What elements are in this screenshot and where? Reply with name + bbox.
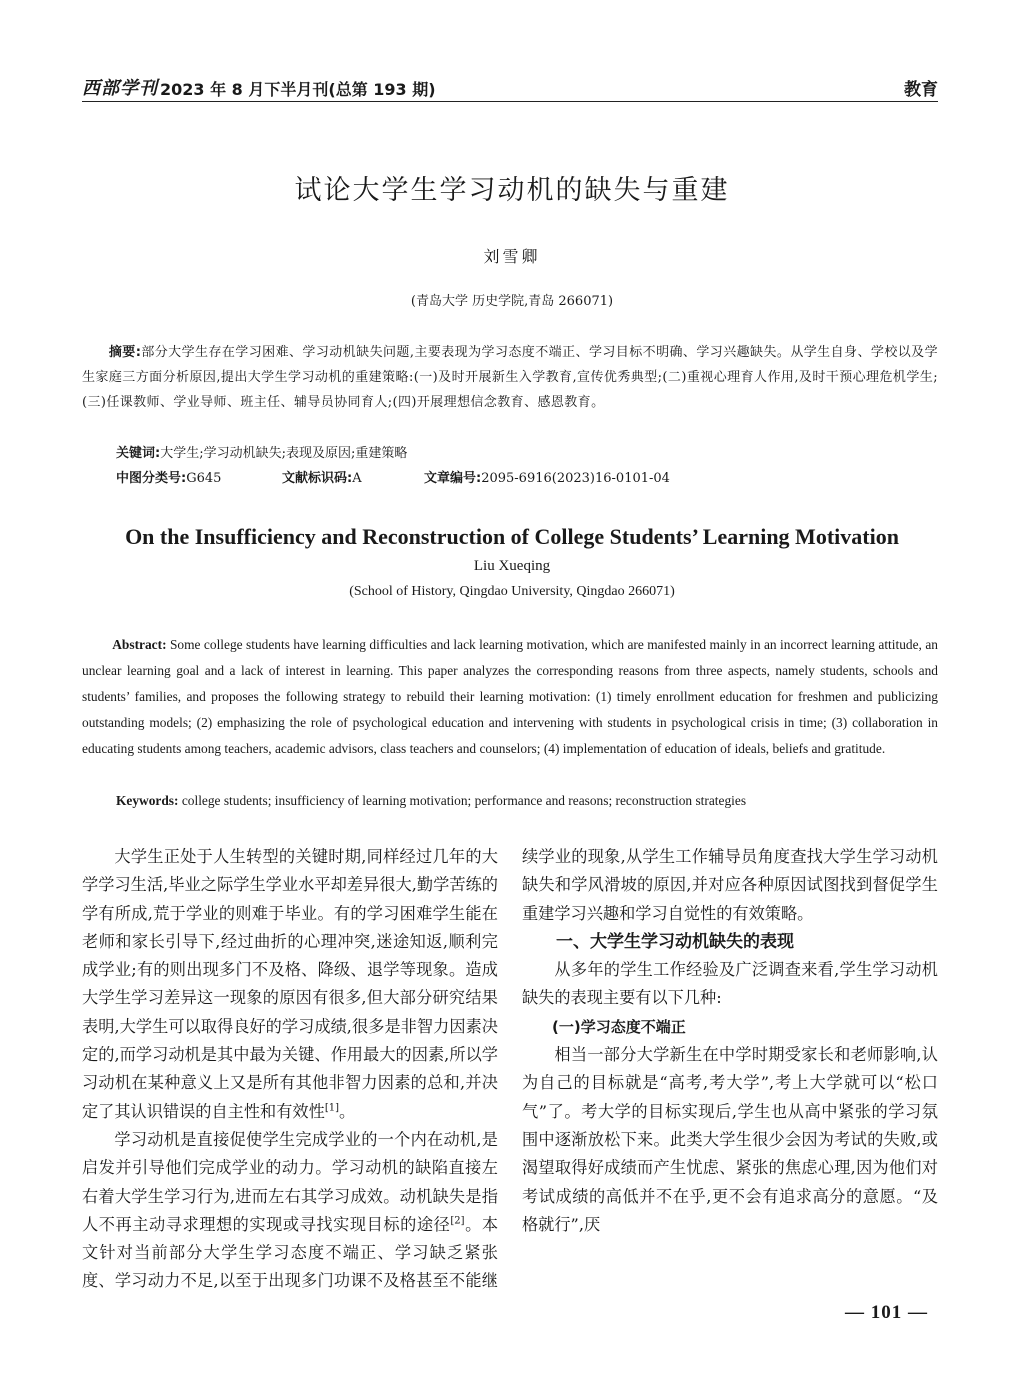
article-body: [82, 843, 938, 1298]
section-heading: 一、大学生学习动机缺失的表现: [556, 931, 794, 952]
title-cn: 试论大学生学习动机的缺失与重建: [294, 175, 730, 206]
citation-ref: [2]: [450, 1215, 465, 1227]
body-paragraph: [82, 843, 498, 1126]
title-en: On the Insufficiency and Reconstruction of College Students’ Learning Motivation: [125, 524, 899, 549]
header-rule: [82, 101, 938, 102]
body-text: 。: [338, 1101, 356, 1121]
body-text: 学习动机是直接促使学生完成学业的一个内在动机,是启发并引导他们完成学业的动力。学习动机的缺陷直接左右着大学生学习行为,进而左右其学习成效。动机缺失是指人不再主动寻求理想的实现或寻找实现目标的途径: [82, 1129, 498, 1234]
body-text: 。本文针对当前部分大学生学习态度不端正、学习缺乏紧张度、学习动力不足,以至于出现多门功课不及格甚至不能继续学业的现象,从学生工作辅导员角度查找大学生学习动机缺失和学风滑坡的原因,并对应各种原因试图找到督促学生重建学习兴趣和学习自觉性的有效策略。: [82, 847, 938, 1291]
body-paragraph: 从多年的学生工作经验及广泛调查来看,学生学习动机缺失的表现主要有以下几种:: [522, 960, 938, 1008]
section-name: 教育: [904, 80, 938, 100]
abstract-en-text: Some college students have learning difficulties and lack learning motivation, which are manifested mainly in an incorrect learning attitude, an unclear learning goal and a lack of interest in learning. This paper analyzes the corresponding reasons from three aspects, namely students, schools and students’ families, and proposes the following strategy to rebuild their learning motivation: (1) timely enrollment education for freshmen and publicizing outstanding models; (2) emphasizing the role of psychological education and intervening with students in psychological crisis in time; (3) collaboration in educating students among teachers, academic advisors, class teachers and counselors; (4) implementation of education of ideals, beliefs and gratitude.: [82, 637, 938, 756]
doc-code-item: [282, 466, 424, 491]
affiliation-cn: (青岛大学 历史学院,青岛 266071): [410, 294, 614, 309]
journal-logo: 西部学刊: [82, 78, 158, 99]
body-paragraph: 相当一部分大学新生在中学时期受家长和老师影响,认为自己的目标就是“高考,考大学”,考上大学就可以“松口气”了。考大学的目标实现后,学生也从高中紧张的学习氛围中逐渐放松下来。此类大学生很少会因为考试的失败,或渴望取得好成绩而产生忧虑、紧张的焦虑心理,因为他们对考试成绩的高低并不在乎,更不会有追求高分的意愿。“及格就行”,厌: [522, 1045, 938, 1234]
body-text: 大学生正处于人生转型的关键时期,同样经过几年的大学学习生活,毕业之际学生学业水平却差异很大,勤学苦练的学有所成,荒于学业的则难于毕业。有的学习困难学生能在老师和家长引导下,经过曲折的心理冲突,迷途知返,顺利完成学业;有的则出现多门不及格、降级、退学等现象。造成大学生学习差异这一现象的原因有很多,但大部分研究结果表明,大学生可以取得良好的学习成绩,很多是非智力因素决定的,而学习动机是其中最为关键、作用最大的因素,所以学习动机在某种意义上又是所有其他非智力因素的总和,并决定了其认识错误的自主性和有效性: [82, 847, 498, 1121]
running-header: [82, 72, 938, 100]
article-number-value: 2095-6916(2023)16-0101-04: [481, 471, 670, 486]
keywords-en-label: Keywords:: [116, 793, 179, 808]
citation-ref: [1]: [324, 1102, 339, 1114]
abstract-cn-text: 部分大学生存在学习困难、学习动机缺失问题,主要表现为学习态度不端正、学习目标不明确、学习兴趣缺失。从学生自身、学校以及学生家庭三方面分析原因,提出大学生学习动机的重建策略:(一)及时开展新生入学教育,宣传优秀典型;(二)重视心理育人作用,及时干预心理危机学生;(三)任课教师、学业导师、班主任、辅导员协同育人;(四)开展理想信念教育、感恩教育。: [82, 345, 938, 410]
abstract-en-label: Abstract:: [112, 637, 167, 652]
abstract-cn: [82, 340, 938, 415]
clc-label: 中图分类号:: [116, 471, 187, 486]
author-cn: 刘雪卿: [483, 247, 541, 266]
classification-meta: [116, 466, 670, 491]
header-left: [82, 74, 436, 100]
keywords-cn-label: 关键词:: [116, 446, 161, 461]
abstract-en: [82, 632, 938, 762]
keywords-cn: [116, 441, 936, 466]
keywords-en: [116, 788, 936, 814]
page-number: — 101 —: [845, 1302, 928, 1323]
clc-item: [116, 466, 282, 491]
article-number-item: [424, 466, 670, 491]
affiliation-en: (School of History, Qingdao University, Qingdao 266071): [349, 584, 675, 599]
clc-value: G645: [186, 471, 222, 486]
abstract-cn-label: 摘要:: [108, 345, 142, 360]
keywords-en-text: college students; insufficiency of learning motivation; performance and reasons; reconstruction strategies: [178, 793, 747, 808]
doc-code-label: 文献标识码:: [282, 471, 353, 486]
author-en: Liu Xueqing: [473, 558, 551, 574]
keywords-cn-text: 大学生;学习动机缺失;表现及原因;重建策略: [160, 446, 408, 461]
issue-info: 2023 年 8 月下半月刊(总第 193 期): [160, 80, 436, 99]
subsection-heading: (一)学习态度不端正: [552, 1017, 686, 1036]
doc-code-value: A: [352, 471, 362, 486]
article-number-label: 文章编号:: [424, 471, 482, 486]
